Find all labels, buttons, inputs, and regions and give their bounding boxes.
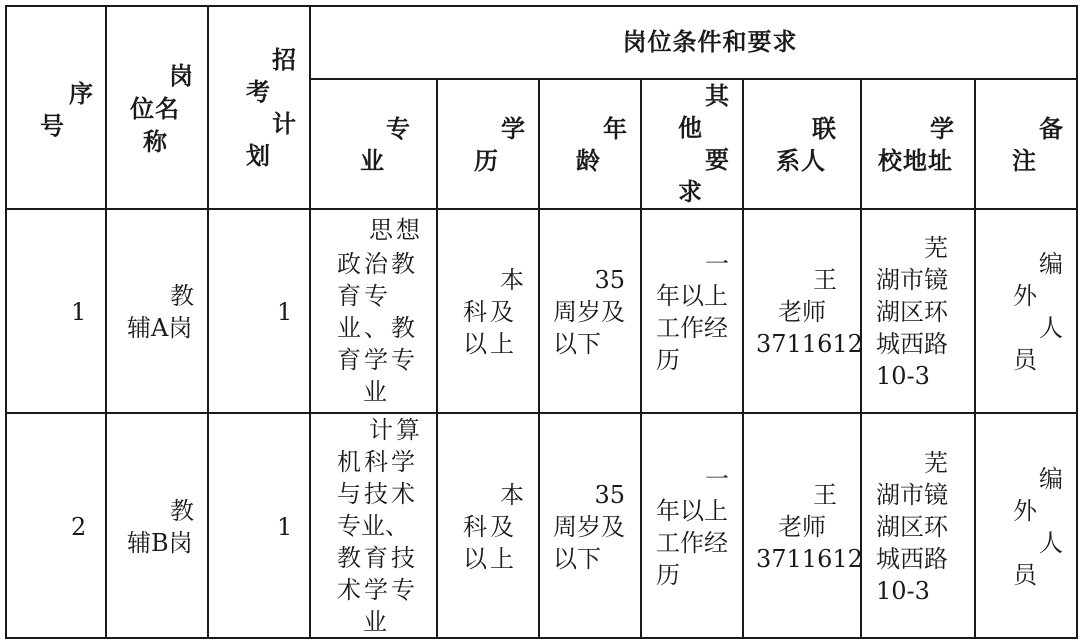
row1-address-line2: 湖市镜 — [876, 266, 948, 294]
row2-age-line1: 35 — [594, 481, 625, 509]
row1-note-line3: 人 — [1039, 314, 1063, 342]
row1-major-line1: 思想 — [369, 216, 423, 244]
row2-note-line2: 外 — [1013, 497, 1037, 525]
row2-address-line2: 湖市镜 — [876, 481, 948, 509]
row1-address-line4: 城西路 — [876, 330, 948, 358]
row2-edu-line3: 以上 — [463, 545, 517, 573]
column-divider — [436, 78, 438, 639]
row2-address-line4: 城西路 — [876, 545, 948, 573]
row2-contact-line1: 王 — [813, 481, 837, 509]
row2-plan: 1 — [277, 513, 293, 541]
header-other-line4: 求 — [678, 177, 703, 206]
header-major-line1: 专 — [386, 114, 411, 143]
row2-major-line4: 专业、 — [337, 512, 409, 540]
row2-other-line3: 工作经 — [656, 529, 728, 557]
row2-edu-line2: 科及 — [463, 513, 517, 541]
header-seq-line2: 号 — [40, 111, 65, 140]
row1-major-line5: 育学专 — [337, 346, 418, 374]
row1-edu-line2: 科及 — [463, 298, 517, 326]
row2-major-line2: 机科学 — [337, 448, 418, 476]
header-other-line3: 要 — [705, 145, 730, 174]
row2-major-line6: 术学专 — [337, 576, 418, 604]
row2-major-line7: 业 — [363, 608, 387, 636]
header-plan-line4: 划 — [246, 141, 271, 170]
header-name-line1: 岗 — [169, 61, 194, 90]
row1-address-line3: 湖区环 — [876, 298, 948, 326]
row1-plan: 1 — [277, 298, 293, 326]
row2-other-line1: 一 — [705, 465, 729, 493]
header-name-line3: 称 — [143, 127, 168, 156]
row1-age-line3: 以下 — [553, 330, 601, 358]
row2-address-line3: 湖区环 — [876, 513, 948, 541]
row1-age-line2: 周岁及 — [553, 298, 625, 326]
row1-major-line6: 业 — [363, 378, 387, 406]
header-major-line2: 业 — [360, 146, 385, 175]
header-address-line1: 学 — [930, 114, 955, 143]
header-other-line1: 其 — [705, 81, 730, 110]
row2-address-line5: 10-3 — [876, 577, 930, 605]
row2-age-line2: 周岁及 — [553, 513, 625, 541]
row2-name-line2: 辅B岗 — [127, 529, 193, 557]
row1-note-line4: 员 — [1013, 346, 1037, 374]
header-note-line1: 备 — [1039, 114, 1064, 143]
header-edu-line2: 历 — [474, 146, 499, 175]
row2-edu-line1: 本 — [500, 481, 524, 509]
row1-address-line1: 芜 — [924, 234, 948, 262]
row1-address-line5: 10-3 — [876, 362, 930, 390]
row2-address-line1: 芜 — [924, 449, 948, 477]
table-border-right — [1076, 5, 1078, 639]
row1-edu-line1: 本 — [500, 266, 524, 294]
column-divider — [974, 78, 976, 639]
row2-other-line4: 历 — [656, 561, 680, 589]
row2-major-line3: 与技术 — [337, 480, 418, 508]
header-age-line2: 龄 — [576, 146, 601, 175]
table-border-bottom — [5, 637, 1077, 639]
header-contact-line1: 联 — [812, 114, 837, 143]
row2-age-line3: 以下 — [553, 545, 601, 573]
header-age-line1: 年 — [603, 114, 628, 143]
row1-name-line2: 辅A岗 — [127, 314, 193, 342]
header-note-line2: 注 — [1012, 146, 1037, 175]
row2-name-line1: 教 — [170, 497, 194, 525]
column-divider — [742, 78, 744, 639]
row1-other-line1: 一 — [705, 250, 729, 278]
row1-age-line1: 35 — [594, 266, 625, 294]
header-seq-line1: 序 — [69, 79, 94, 108]
row1-contact-line1: 王 — [813, 266, 837, 294]
header-address-line2: 校地址 — [878, 146, 953, 175]
table-border-top — [5, 5, 1077, 7]
column-divider — [640, 78, 642, 639]
column-divider — [538, 78, 540, 639]
row-divider — [5, 412, 1077, 414]
row2-other-line2: 年以上 — [656, 497, 728, 525]
column-divider — [309, 5, 311, 639]
header-edu-line1: 学 — [501, 114, 526, 143]
row1-contact-phone: 3711612 — [756, 330, 863, 358]
row2-note-line1: 编 — [1039, 465, 1063, 493]
row2-contact-line2: 老师 — [778, 513, 826, 541]
table-border-left — [5, 5, 7, 639]
row1-other-line3: 工作经 — [656, 314, 728, 342]
row1-name-line1: 教 — [170, 282, 194, 310]
column-divider — [207, 5, 209, 639]
row2-note-line3: 人 — [1039, 529, 1063, 557]
row2-major-line5: 教育技 — [337, 544, 418, 572]
header-other-line2: 他 — [678, 113, 703, 142]
row1-major-line4: 业、教 — [337, 314, 418, 342]
row2-major-line1: 计算 — [369, 416, 423, 444]
header-plan-line3: 计 — [272, 109, 297, 138]
header-bottom-border — [5, 208, 1077, 210]
row1-major-line2: 政治教 — [337, 250, 418, 278]
row1-note-line2: 外 — [1013, 282, 1037, 310]
header-group-title: 岗位条件和要求 — [622, 27, 798, 56]
header-plan-line2: 考 — [246, 77, 271, 106]
column-divider — [105, 5, 107, 639]
row2-seq: 2 — [71, 513, 87, 541]
row1-note-line1: 编 — [1039, 250, 1063, 278]
header-contact-line2: 系人 — [776, 146, 826, 175]
row2-contact-phone: 3711612 — [756, 545, 863, 573]
row1-contact-line2: 老师 — [778, 298, 826, 326]
row1-seq: 1 — [71, 298, 87, 326]
header-plan-line1: 招 — [272, 45, 297, 74]
row2-note-line4: 员 — [1013, 561, 1037, 589]
row1-edu-line3: 以上 — [463, 330, 517, 358]
row1-major-line3: 育专 — [337, 282, 391, 310]
header-name-line2: 位名 — [130, 94, 180, 123]
row1-other-line4: 历 — [656, 346, 680, 374]
group-header-divider — [310, 78, 1077, 80]
row1-other-line2: 年以上 — [656, 282, 728, 310]
